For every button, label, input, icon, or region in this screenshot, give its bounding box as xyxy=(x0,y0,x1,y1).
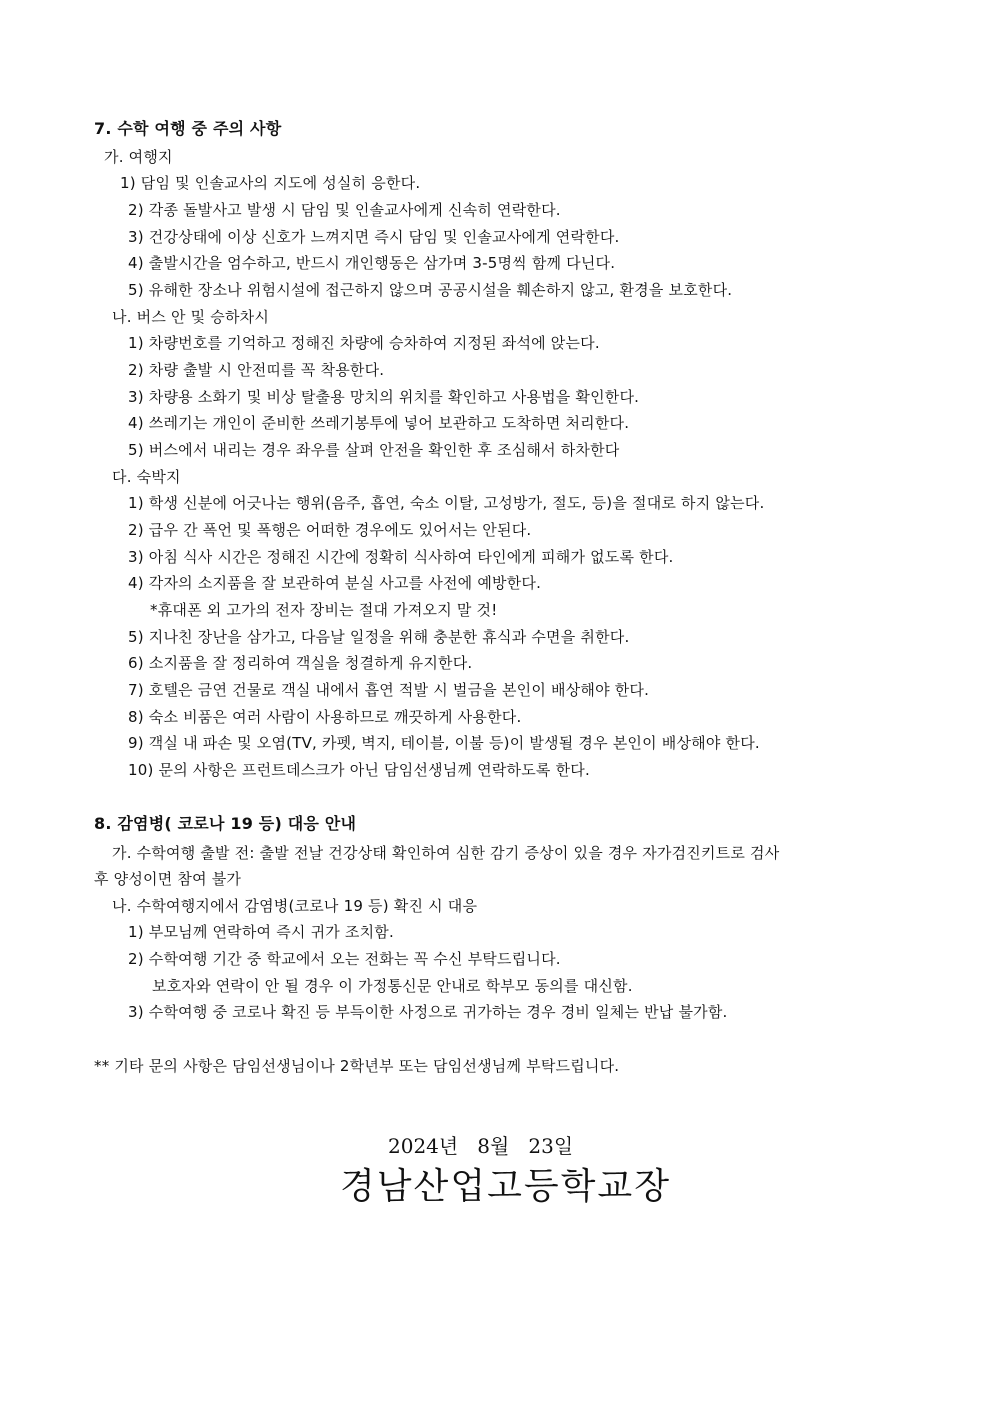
section-7-ga-label: 가. 여행지 xyxy=(104,148,173,166)
section-7-na-item: 1) 차량번호를 기억하고 정해진 차량에 승차하여 지정된 좌석에 앉는다. xyxy=(128,334,600,352)
section-7-da-item: 10) 문의 사항은 프런트데스크가 아닌 담임선생님께 연락하도록 한다. xyxy=(128,761,590,779)
section-7-ga-item: 4) 출발시간을 엄수하고, 반드시 개인행동은 삼가며 3-5명씩 함께 다닌다. xyxy=(128,254,616,272)
section-8-na-item: 2) 수학여행 기간 중 학교에서 오는 전화는 꼭 수신 부탁드립니다. xyxy=(128,950,561,968)
principal-signature: 경남산업고등학교장 xyxy=(340,1166,671,1207)
section-7-da-item: 2) 급우 간 폭언 및 폭행은 어떠한 경우에도 있어서는 안된다. xyxy=(128,521,532,539)
section-7-na-item: 4) 쓰레기는 개인이 준비한 쓰레기봉투에 넣어 보관하고 도착하면 처리한다. xyxy=(128,414,630,432)
section-7-da-item: 1) 학생 신분에 어긋나는 행위(음주, 흡연, 숙소 이탈, 고성방가, 절도, 등)을 절대로 하지 않는다. xyxy=(128,494,765,512)
section-8-na-label: 나. 수학여행지에서 감염병(코로나 19 등) 확진 시 대응 xyxy=(112,897,478,915)
section-7-da-item: 9) 객실 내 파손 및 오염(TV, 카펫, 벽지, 테이블, 이불 등)이 발생될 경우 본인이 배상해야 한다. xyxy=(128,734,760,752)
contact-note: ** 기타 문의 사항은 담임선생님이나 2학년부 또는 담임선생님께 부탁드립니다. xyxy=(94,1057,620,1075)
section-7-ga-item: 1) 담임 및 인솔교사의 지도에 성실히 응한다. xyxy=(120,174,421,192)
section-7-na-item: 3) 차량용 소화기 및 비상 탈출용 망치의 위치를 확인하고 사용법을 확인한다. xyxy=(128,388,640,406)
section-7-da-item: 6) 소지품을 잘 정리하여 객실을 청결하게 유지한다. xyxy=(128,654,473,672)
section-7-na-label: 나. 버스 안 및 승하차시 xyxy=(112,308,270,326)
issue-date: 2024년 8월 23일 xyxy=(388,1134,574,1158)
section-8-ga-line: 가. 수학여행 출발 전: 출발 전날 건강상태 확인하여 심한 감기 증상이 있을 경우 자가검진키트로 검사 xyxy=(112,844,780,862)
section-7-ga-item: 5) 유해한 장소나 위험시설에 접근하지 않으며 공공시설을 훼손하지 않고, 환경을 보호한다. xyxy=(128,281,733,299)
section-7-na-item: 5) 버스에서 내리는 경우 좌우를 살펴 안전을 확인한 후 조심해서 하차한다 xyxy=(128,441,620,459)
section-7-da-item: 7) 호텔은 금연 건물로 객실 내에서 흡연 적발 시 벌금을 본인이 배상해야 한다. xyxy=(128,681,650,699)
section-7-da-label: 다. 숙박지 xyxy=(112,468,181,486)
section-8-ga-line: 후 양성이면 참여 불가 xyxy=(94,870,242,888)
section-8-na-item: 3) 수학여행 중 코로나 확진 등 부득이한 사정으로 귀가하는 경우 경비 일체는 반납 불가함. xyxy=(128,1003,728,1021)
section-7-ga-item: 2) 각종 돌발사고 발생 시 담임 및 인솔교사에게 신속히 연락한다. xyxy=(128,201,561,219)
section-7-da-note: *휴대폰 외 고가의 전자 장비는 절대 가져오지 말 것! xyxy=(150,601,498,619)
section-7-da-item: 4) 각자의 소지품을 잘 보관하여 분실 사고를 사전에 예방한다. xyxy=(128,574,542,592)
section-8-na-item: 1) 부모님께 연락하여 즉시 귀가 조치함. xyxy=(128,923,394,941)
section-8-na-note: 보호자와 연락이 안 될 경우 이 가정통신문 안내로 학부모 동의를 대신함. xyxy=(152,977,633,995)
section-8-title: 8. 감염병( 코로나 19 등) 대응 안내 xyxy=(94,814,357,833)
section-7-title: 7. 수학 여행 중 주의 사항 xyxy=(94,119,282,138)
section-7-ga-item: 3) 건강상태에 이상 신호가 느껴지면 즉시 담임 및 인솔교사에게 연락한다. xyxy=(128,228,620,246)
section-7-da-item: 8) 숙소 비품은 여러 사람이 사용하므로 깨끗하게 사용한다. xyxy=(128,708,522,726)
section-7-da-item: 3) 아침 식사 시간은 정해진 시간에 정확히 식사하여 타인에게 피해가 없도록 한다. xyxy=(128,548,674,566)
section-7-da-item: 5) 지나친 장난을 삼가고, 다음날 일정을 위해 충분한 휴식과 수면을 취한다. xyxy=(128,628,630,646)
section-7-na-item: 2) 차량 출발 시 안전띠를 꼭 착용한다. xyxy=(128,361,385,379)
